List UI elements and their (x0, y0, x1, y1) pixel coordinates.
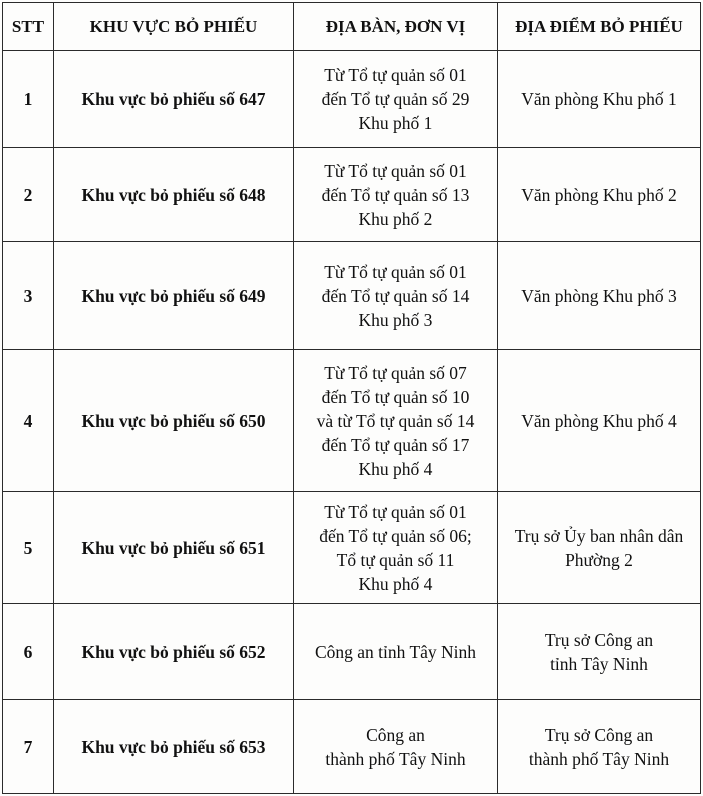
cell-stt (3, 492, 54, 604)
cell-polling-area (54, 350, 294, 492)
cell-unit (294, 604, 498, 700)
unit-line: Khu phố 1 (358, 113, 433, 133)
place-line: Văn phòng Khu phố 4 (521, 410, 677, 431)
unit-line: thành phố Tây Ninh (325, 748, 466, 769)
polling-area-text: Khu vực bỏ phiếu số 648 (81, 184, 266, 205)
cell-stt (3, 51, 54, 148)
cell-stt (3, 700, 54, 794)
cell-polling-place (498, 492, 701, 604)
polling-area-text: Khu vực bỏ phiếu số 649 (81, 285, 266, 306)
polling-area-text: Khu vực bỏ phiếu số 653 (81, 736, 266, 757)
stt-text: 4 (23, 410, 33, 431)
stt-text: 3 (23, 285, 33, 306)
unit-line: Từ Tổ tự quản số 07 (324, 362, 467, 383)
place-line: Phường 2 (565, 549, 633, 570)
cell-unit (294, 242, 498, 350)
header-polling-place: ĐỊA ĐIỂM BỎ PHIẾU (498, 3, 701, 51)
unit-line: đến Tổ tự quản số 06; (319, 525, 472, 546)
cell-unit (294, 700, 498, 794)
stt-text: 5 (23, 537, 33, 558)
table-row (3, 51, 701, 148)
table-row (3, 148, 701, 242)
unit-line: Từ Tổ tự quản số 01 (324, 160, 467, 181)
polling-area-text: Khu vực bỏ phiếu số 652 (81, 641, 266, 662)
polling-area-text: Khu vực bỏ phiếu số 647 (81, 89, 266, 109)
place-line: Văn phòng Khu phố 2 (521, 184, 677, 205)
unit-line: đến Tổ tự quản số 29 (321, 89, 470, 109)
cell-stt (3, 350, 54, 492)
cell-polling-area (54, 51, 294, 148)
table-row (3, 242, 701, 350)
cell-polling-area (54, 492, 294, 604)
table-row (3, 350, 701, 492)
cell-unit (294, 148, 498, 242)
place-line: tỉnh Tây Ninh (550, 653, 648, 674)
place-line: Văn phòng Khu phố 1 (521, 89, 677, 109)
unit-line: và từ Tổ tự quản số 14 (316, 410, 475, 431)
unit-line: Từ Tổ tự quản số 01 (324, 261, 467, 282)
place-line: Trụ sở Ủy ban nhân dân (514, 525, 684, 546)
unit-line: đến Tổ tự quản số 14 (321, 285, 470, 306)
unit-line: Tổ tự quản số 11 (336, 549, 455, 570)
header-stt: STT (3, 3, 54, 51)
cell-polling-place (498, 604, 701, 700)
cell-stt (3, 604, 54, 700)
place-line: Trụ sở Công an (544, 724, 654, 745)
stt-text: 6 (23, 641, 33, 662)
stt-text: 7 (23, 736, 33, 757)
cell-stt (3, 148, 54, 242)
unit-line: Công an tỉnh Tây Ninh (314, 641, 477, 662)
unit-line: Công an (366, 724, 425, 745)
cell-polling-place (498, 700, 701, 794)
table-header-row (3, 3, 701, 51)
place-line: Văn phòng Khu phố 3 (521, 285, 677, 306)
header-polling-area: KHU VỰC BỎ PHIẾU (54, 3, 294, 51)
cell-polling-area (54, 700, 294, 794)
place-line: thành phố Tây Ninh (528, 748, 670, 769)
cell-polling-place (498, 350, 701, 492)
cell-polling-place (498, 148, 701, 242)
cell-stt (3, 242, 54, 350)
table-row (3, 604, 701, 700)
polling-area-text: Khu vực bỏ phiếu số 651 (81, 537, 266, 558)
unit-line: đến Tổ tự quản số 17 (321, 434, 470, 455)
cell-unit (294, 51, 498, 148)
cell-unit (294, 492, 498, 604)
cell-polling-area (54, 242, 294, 350)
cell-polling-area (54, 604, 294, 700)
stt-text: 1 (23, 89, 33, 109)
table-row (3, 492, 701, 604)
stt-text: 2 (23, 184, 33, 205)
unit-line: đến Tổ tự quản số 13 (321, 184, 470, 205)
unit-line: Khu phố 2 (358, 208, 433, 229)
table-row (3, 700, 701, 794)
cell-polling-place (498, 51, 701, 148)
unit-line: Khu phố 3 (358, 309, 433, 330)
unit-line: Từ Tổ tự quản số 01 (324, 501, 467, 522)
cell-polling-place (498, 242, 701, 350)
cell-unit (294, 350, 498, 492)
unit-line: Khu phố 4 (358, 458, 433, 479)
header-unit: ĐỊA BÀN, ĐƠN VỊ (294, 3, 498, 51)
unit-line: Từ Tổ tự quản số 01 (324, 65, 467, 85)
place-line: Trụ sở Công an (544, 629, 654, 650)
polling-area-table (2, 2, 701, 794)
unit-line: Khu phố 4 (358, 573, 433, 594)
polling-area-text: Khu vực bỏ phiếu số 650 (81, 410, 266, 431)
cell-polling-area (54, 148, 294, 242)
unit-line: đến Tổ tự quản số 10 (321, 386, 470, 407)
